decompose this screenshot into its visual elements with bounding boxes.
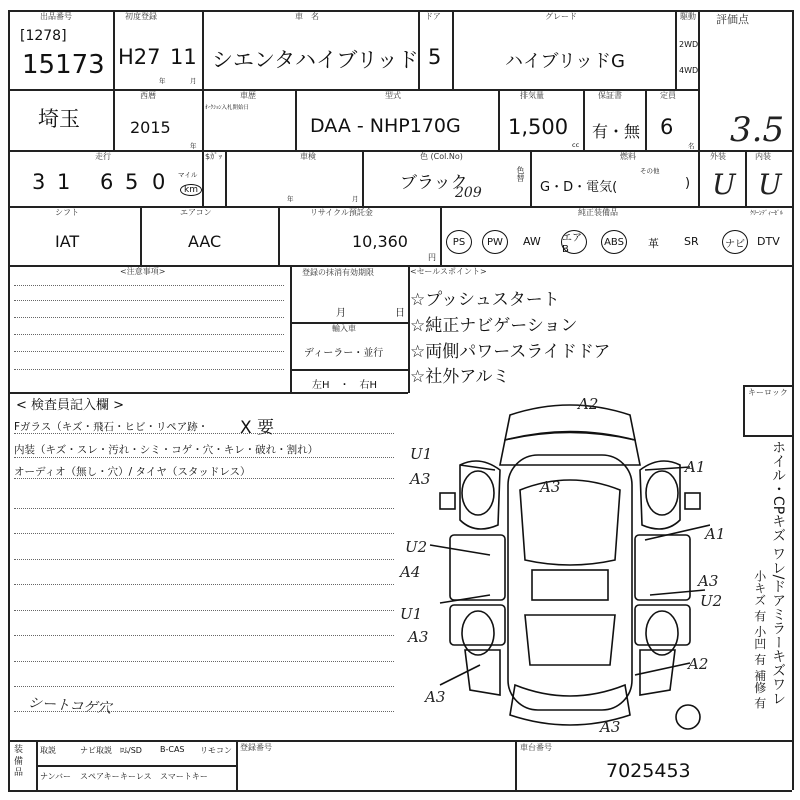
damage-mark: A3 <box>425 688 446 706</box>
recycle-unit: 円 <box>428 253 436 262</box>
equipment-item: DTV <box>757 235 780 248</box>
mileage-label: 走行 <box>95 152 111 161</box>
first-reg-month: 11 <box>170 45 197 69</box>
reg-expire-month: 月 <box>336 308 346 319</box>
color-repaint-label: 色替 <box>516 166 525 182</box>
shift-value: IAT <box>55 232 80 251</box>
color-label: 色 (Col.No) <box>420 152 463 161</box>
doors-value: 5 <box>428 45 442 69</box>
equipment-item: ABS <box>601 230 627 254</box>
inspector-line1: Fガラス（キズ・飛石・ヒビ・リペア跡・ <box>14 421 209 433</box>
damage-mark: A3 <box>540 478 561 496</box>
warranty-label: 保証書 <box>598 91 622 100</box>
drive-2wd: 2WD <box>679 40 699 49</box>
color-value: ブラック <box>400 173 468 193</box>
damage-mark: U2 <box>405 538 428 556</box>
chassis-value: 7025453 <box>606 760 691 782</box>
inspector-handwritten: シートコゲ穴 <box>27 695 112 717</box>
equipment-label: 純正装備品 <box>578 208 618 217</box>
warranty-value: 有・無 <box>592 122 641 141</box>
equipment-item: エアB <box>561 230 587 254</box>
grade-label: グレード <box>545 12 577 21</box>
recycle-label: リサイクル預託金 <box>310 208 373 217</box>
first-reg-label: 初度登録 <box>125 12 157 21</box>
recycle-value: 10,360 <box>352 232 408 251</box>
inspection-year-unit: 年 <box>287 195 294 203</box>
legend-text: ホイル・CPキズ ワレ/ドアミラーキズワレ <box>770 440 787 706</box>
history-note: ｵｰｸｼｮﾝ入札開始日 <box>205 105 250 111</box>
equipment-item: ナビ <box>722 230 748 254</box>
lot-number: 15173 <box>22 50 105 80</box>
damage-mark: A1 <box>685 458 706 476</box>
mileage-unit-km: km <box>180 184 202 196</box>
fuel-other-label: その他 <box>640 167 660 175</box>
import-label: 輸入車 <box>332 324 356 333</box>
mileage-digit-5: 0 <box>152 170 166 194</box>
mileage-digit-4: 5 <box>125 170 139 194</box>
mileage-digit-2: 1 <box>57 170 71 194</box>
inspector-line2: 内装（キズ・スレ・汚れ・シミ・コゲ・穴・キレ・破れ・割れ） <box>14 444 319 456</box>
damage-mark: U1 <box>410 445 433 463</box>
reg-expire-label: 登録の抹消有効期限 <box>302 268 374 277</box>
region-value: 埼玉 <box>38 107 80 131</box>
shift-label: シフト <box>55 208 79 217</box>
sales-points-label: <セールスポイント> <box>410 267 487 276</box>
model-label: 型式 <box>385 91 401 100</box>
equipment-item: AW <box>523 235 541 248</box>
model-value: DAA - NHP170G <box>310 115 461 137</box>
drive-label: 駆動 <box>680 12 696 21</box>
equipment-side-label: 装 備 品 <box>14 745 24 779</box>
capacity-unit: 名 <box>688 142 695 150</box>
equipment-item: PW <box>482 230 508 254</box>
damage-mark: U1 <box>400 605 423 623</box>
model-year-unit: 年 <box>190 142 197 150</box>
capacity-value: 6 <box>660 115 674 139</box>
inspector-label: < 検査員記入欄 > <box>16 398 125 413</box>
car-diagram <box>420 395 710 735</box>
equipment-item: PS <box>446 230 472 254</box>
damage-mark: A2 <box>688 655 709 673</box>
equipment-item: 革 <box>648 237 659 250</box>
inspection-month-unit: 月 <box>352 195 359 203</box>
bottom-equipment-item: 取説 <box>40 746 56 755</box>
fuel-label: 燃料 <box>620 152 636 161</box>
vehicle-name: シエンタハイブリッド <box>212 48 419 72</box>
interior-label: 内装 <box>755 152 771 161</box>
interior-value: U <box>758 168 782 201</box>
lot-bracket: [1278] <box>20 28 67 44</box>
model-year-label: 西暦 <box>140 91 156 100</box>
exterior-value: U <box>712 168 736 201</box>
history-label: 車歴 <box>240 91 256 100</box>
import-handle: 左H ・ 右H <box>312 380 378 391</box>
sales-point-2: ☆純正ナビゲーション <box>410 316 578 336</box>
damage-mark: A3 <box>698 572 719 590</box>
equipment-corner-label: ｸﾘｰﾝﾃﾞｨｰｾﾞﾙ <box>750 210 784 217</box>
fuel-close: ) <box>685 176 691 191</box>
bottom-equipment-item: ナビ取説 <box>80 746 112 755</box>
sales-point-4: ☆社外アルミ <box>410 367 510 387</box>
damage-mark: A3 <box>600 718 621 736</box>
bottom-equipment-item: ナンバー <box>40 772 72 781</box>
aircon-label: エアコン <box>180 208 212 217</box>
inspector-line3: オーディオ（無し・穴）/ タイヤ（スタッドレス） <box>14 466 251 478</box>
rating-label: 評価点 <box>716 13 749 26</box>
damage-mark: U2 <box>700 592 723 610</box>
bottom-equipment-item: リモコン <box>200 746 232 755</box>
displacement-value: 1,500 <box>508 115 569 139</box>
import-value: ディーラー・並行 <box>304 348 384 359</box>
exterior-label: 外装 <box>710 152 726 161</box>
inspector-line1-mark: X 要 <box>240 418 275 438</box>
displacement-unit: cc <box>572 141 580 149</box>
bottom-equipment-item: ﾛﾑ/SD <box>120 746 142 755</box>
bottom-equipment-item: スマートキー <box>160 772 208 781</box>
bottom-equipment-item: スペアキー <box>80 772 120 781</box>
chassis-label: 車台番号 <box>520 743 552 752</box>
damage-mark: A3 <box>408 628 429 646</box>
bottom-equipment-item: キーレス <box>120 772 152 781</box>
vehicle-label: 車 名 <box>295 12 319 21</box>
mileage-digit-3: 6 <box>100 170 114 194</box>
key-label: キーロック <box>748 388 788 397</box>
legend-sub: 小キズ 有 小凹 有 補修 有 <box>752 570 767 710</box>
damage-mark: A2 <box>578 395 599 413</box>
lot-label: 出品番号 <box>40 12 72 21</box>
model-year-value: 2015 <box>130 118 171 137</box>
doors-label: ドア <box>425 12 441 21</box>
first-reg-month-unit: 月 <box>190 77 197 85</box>
aircon-value: AAC <box>188 232 222 251</box>
displacement-label: 排気量 <box>520 91 544 100</box>
mileage-digit-1: 3 <box>32 170 46 194</box>
bottom-equipment-item: B-CAS <box>160 745 185 754</box>
damage-mark: A3 <box>410 470 431 488</box>
inspection-label: 車検 <box>300 152 316 161</box>
drive-4wd: 4WD <box>679 66 699 75</box>
reg-no-label: 登録番号 <box>240 743 272 752</box>
grade-value: ハイブリッドG <box>505 51 625 72</box>
km-flag-label: $ｶﾞｯ <box>205 152 223 161</box>
rating-value: 3.5 <box>730 110 785 150</box>
capacity-label: 定員 <box>660 91 676 100</box>
first-reg-era-year: H27 <box>118 45 161 69</box>
color-code: 209 <box>455 185 482 201</box>
damage-mark: A1 <box>705 525 726 543</box>
notes-label: <注意事項> <box>120 267 166 276</box>
sales-point-3: ☆両側パワースライドドア <box>410 342 611 362</box>
equipment-item: SR <box>684 235 699 248</box>
reg-expire-day: 日 <box>395 308 405 319</box>
fuel-value: G・D・電気( <box>540 180 618 195</box>
mileage-unit-mile: マイル <box>178 171 198 179</box>
first-reg-year-unit: 年 <box>159 77 166 85</box>
damage-mark: A4 <box>400 563 421 581</box>
sales-point-1: ☆プッシュスタート <box>410 290 560 310</box>
